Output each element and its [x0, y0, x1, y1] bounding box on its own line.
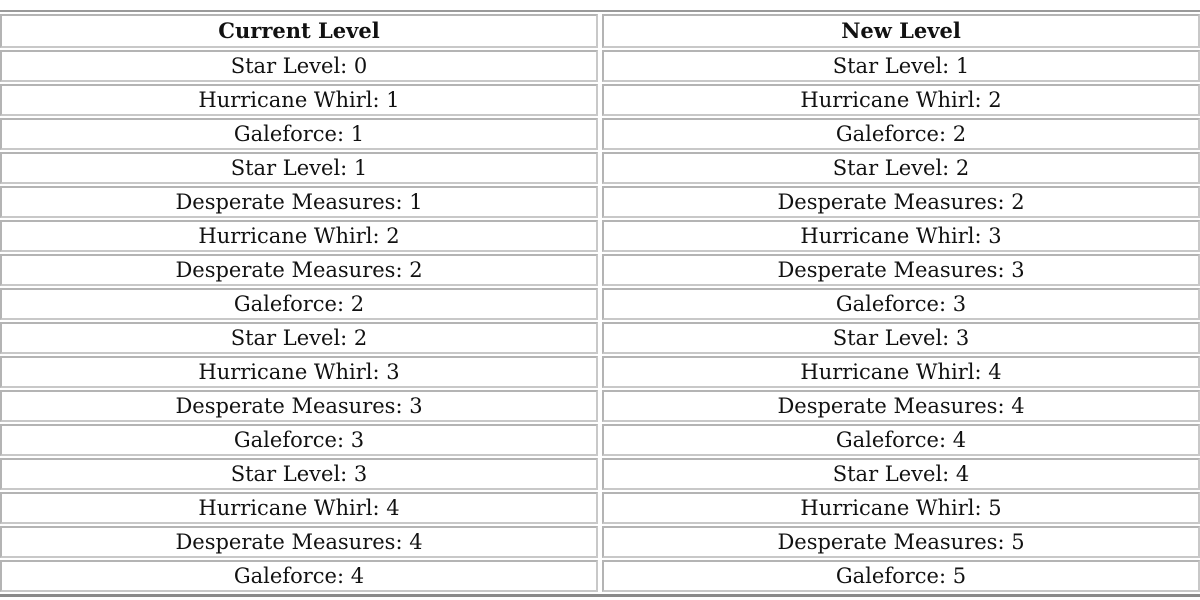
current-level-cell: Hurricane Whirl: 1 — [0, 84, 598, 116]
header-row — [0, 14, 1200, 48]
table-row — [0, 50, 1200, 82]
current-level-cell: Hurricane Whirl: 4 — [0, 492, 598, 524]
table-row — [0, 84, 1200, 116]
new-level-cell: Star Level: 1 — [602, 50, 1200, 82]
new-level-cell: Hurricane Whirl: 3 — [602, 220, 1200, 252]
current-level-cell: Star Level: 1 — [0, 152, 598, 184]
current-level-cell: Galeforce: 1 — [0, 118, 598, 150]
new-level-cell: Hurricane Whirl: 4 — [602, 356, 1200, 388]
new-level-cell: Star Level: 3 — [602, 322, 1200, 354]
table-row — [0, 492, 1200, 524]
table-header — [0, 14, 1200, 48]
current-level-cell: Desperate Measures: 4 — [0, 526, 598, 558]
new-level-cell: Star Level: 2 — [602, 152, 1200, 184]
current-level-cell: Desperate Measures: 2 — [0, 254, 598, 286]
table-row — [0, 152, 1200, 184]
table-row — [0, 356, 1200, 388]
table-row — [0, 526, 1200, 558]
current-level-cell: Galeforce: 2 — [0, 288, 598, 320]
current-level-cell: Star Level: 3 — [0, 458, 598, 490]
table-row — [0, 322, 1200, 354]
new-level-cell: Galeforce: 5 — [602, 560, 1200, 592]
table-row — [0, 560, 1200, 592]
current-level-cell: Desperate Measures: 1 — [0, 186, 598, 218]
current-level-cell: Galeforce: 4 — [0, 560, 598, 592]
table-row — [0, 424, 1200, 456]
current-level-cell: Star Level: 0 — [0, 50, 598, 82]
level-upgrade-table — [0, 10, 1200, 597]
new-level-cell: Hurricane Whirl: 2 — [602, 84, 1200, 116]
new-level-cell: Desperate Measures: 4 — [602, 390, 1200, 422]
current-level-cell: Galeforce: 3 — [0, 424, 598, 456]
table-body — [0, 50, 1200, 592]
table-row — [0, 254, 1200, 286]
table-row — [0, 458, 1200, 490]
current-level-cell: Desperate Measures: 3 — [0, 390, 598, 422]
new-level-cell: Galeforce: 3 — [602, 288, 1200, 320]
new-level-cell: Desperate Measures: 3 — [602, 254, 1200, 286]
new-level-cell: Galeforce: 4 — [602, 424, 1200, 456]
header-new-level: New Level — [602, 14, 1200, 48]
current-level-cell: Star Level: 2 — [0, 322, 598, 354]
table-row — [0, 390, 1200, 422]
table-row — [0, 220, 1200, 252]
new-level-cell: Hurricane Whirl: 5 — [602, 492, 1200, 524]
new-level-cell: Star Level: 4 — [602, 458, 1200, 490]
header-current-level: Current Level — [0, 14, 598, 48]
current-level-cell: Hurricane Whirl: 2 — [0, 220, 598, 252]
table-row — [0, 288, 1200, 320]
new-level-cell: Galeforce: 2 — [602, 118, 1200, 150]
table-row — [0, 118, 1200, 150]
table-row — [0, 186, 1200, 218]
current-level-cell: Hurricane Whirl: 3 — [0, 356, 598, 388]
new-level-cell: Desperate Measures: 2 — [602, 186, 1200, 218]
new-level-cell: Desperate Measures: 5 — [602, 526, 1200, 558]
